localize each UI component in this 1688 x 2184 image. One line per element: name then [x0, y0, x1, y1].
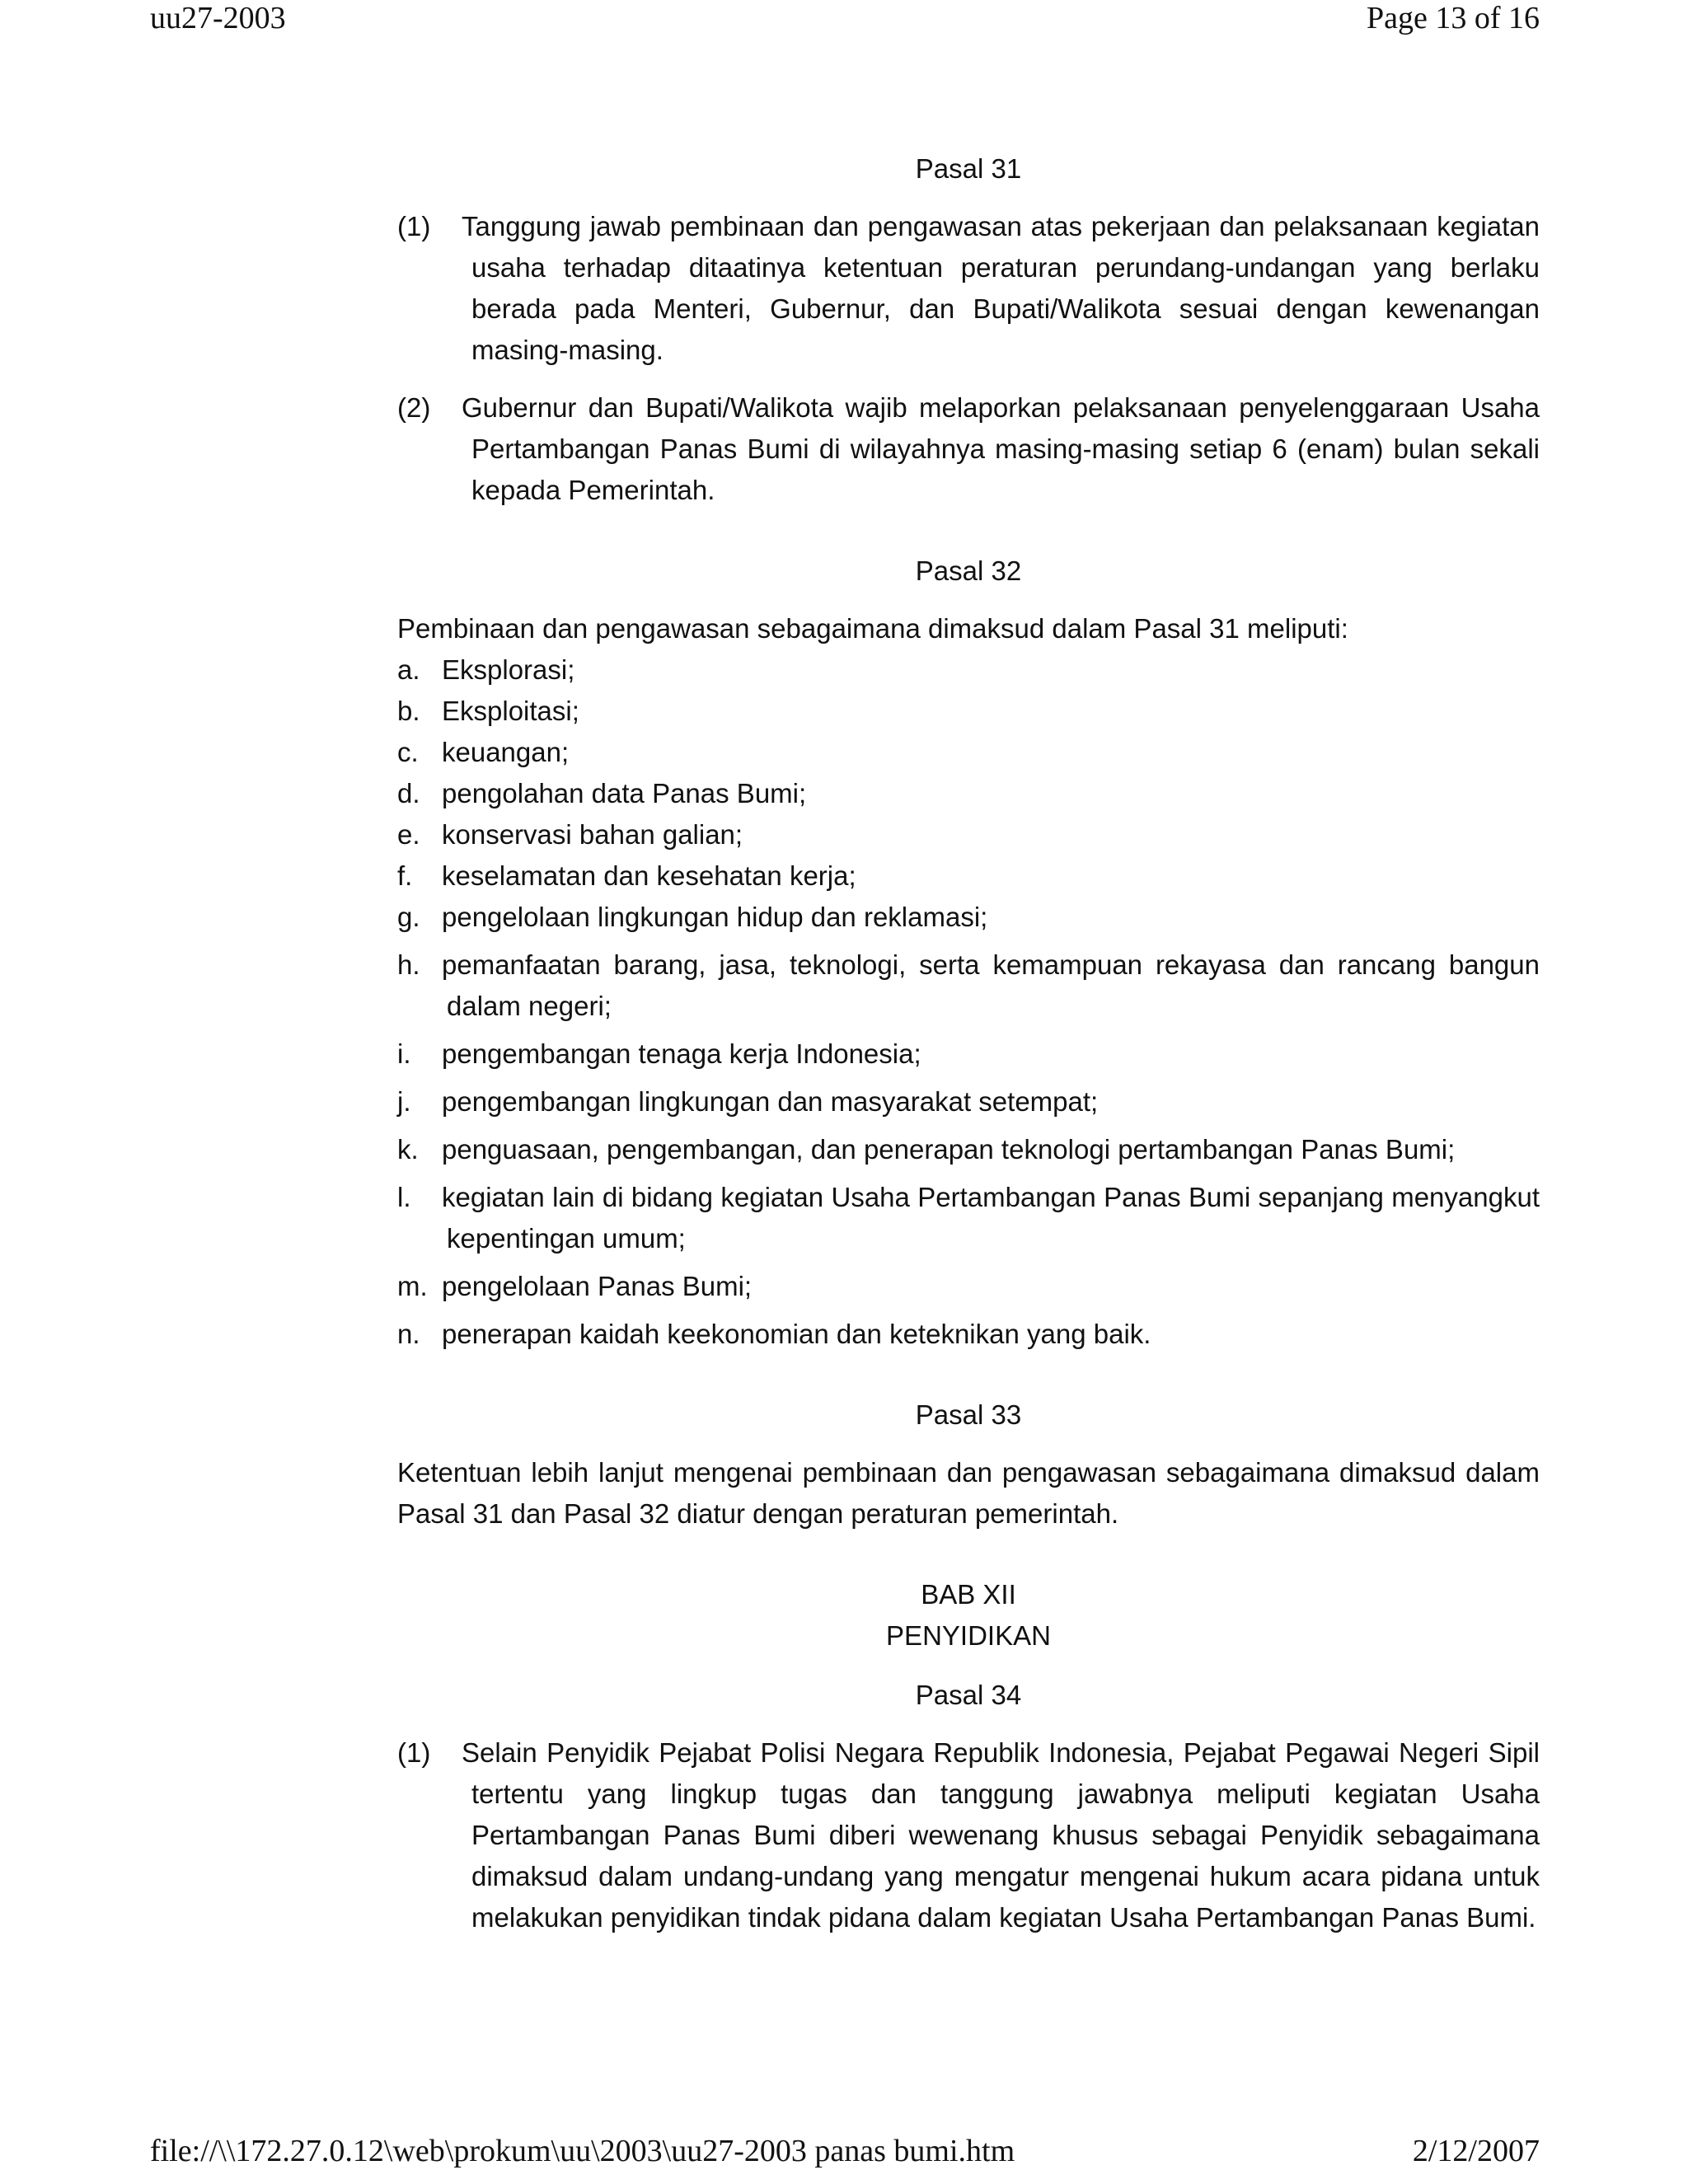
pasal-31-clause-2: [397, 387, 1540, 511]
print-date: 2/12/2007: [1412, 2134, 1540, 2168]
list-text: Eksplorasi;: [442, 654, 575, 685]
list-item: [397, 1129, 1540, 1170]
list-label: j.: [397, 1086, 411, 1117]
list-label: m.: [397, 1271, 428, 1301]
list-label: c.: [397, 737, 419, 767]
list-text: keselamatan dan kesehatan kerja;: [442, 860, 856, 891]
list-label: l.: [397, 1182, 411, 1212]
list-item: [397, 649, 1540, 691]
list-item: [397, 944, 1540, 1027]
list-label: k.: [397, 1134, 419, 1165]
list-text: pemanfaatan barang, jasa, teknologi, serta kemampuan rekayasa dan rancang bangun dalam negeri;: [442, 949, 1540, 1021]
clause-text: Tanggung jawab pembinaan dan pengawasan atas pekerjaan dan pelaksanaan kegiatan usaha terhadap ditaatinya ketentuan peraturan perundang-undangan yang berlaku berada pada Menteri, Gubernur, dan Bupati/Walikota sesuai dengan kewenangan masing-masing.: [462, 211, 1540, 365]
list-text: pengembangan lingkungan dan masyarakat setempat;: [442, 1086, 1099, 1117]
pasal-32-title: Pasal 32: [915, 555, 1022, 586]
list-item: [397, 1314, 1540, 1355]
list-label: f.: [397, 860, 413, 891]
clause-number: (2): [397, 392, 431, 423]
pasal-31-clause-1: [397, 206, 1540, 371]
list-label: h.: [397, 949, 420, 980]
print-footer: [0, 2133, 1688, 2182]
list-text: pengelolaan Panas Bumi;: [442, 1271, 753, 1301]
clause-number: (1): [397, 1737, 431, 1768]
document-body: [397, 148, 1540, 1938]
list-label: e.: [397, 819, 420, 850]
pasal-34-clause-1: [397, 1732, 1540, 1938]
list-item: [397, 1081, 1540, 1122]
list-item: [397, 855, 1540, 897]
list-label: n.: [397, 1319, 420, 1349]
list-text: pengolahan data Panas Bumi;: [442, 778, 807, 808]
document-id: uu27-2003: [150, 1, 286, 35]
list-label: g.: [397, 902, 420, 932]
list-text: penguasaan, pengembangan, dan penerapan teknologi pertambangan Panas Bumi;: [442, 1134, 1456, 1165]
list-item: [397, 1266, 1540, 1307]
list-item: [397, 814, 1540, 855]
list-text: keuangan;: [442, 737, 570, 767]
list-item: [397, 773, 1540, 814]
list-label: i.: [397, 1038, 411, 1069]
list-label: a.: [397, 654, 420, 685]
list-label: b.: [397, 696, 420, 726]
page-indicator: Page 13 of 16: [1366, 1, 1540, 35]
pasal-32-list: [397, 649, 1540, 1355]
list-item: [397, 732, 1540, 773]
list-item: [397, 1033, 1540, 1075]
list-text: konservasi bahan galian;: [442, 819, 743, 850]
clause-text: Gubernur dan Bupati/Walikota wajib melaporkan pelaksanaan penyelenggaraan Usaha Pertambangan Panas Bumi di wilayahnya masing-masing setiap 6 (enam) bulan sekali kepada Pemerintah.: [462, 392, 1540, 505]
pasal-31-title: Pasal 31: [915, 153, 1022, 184]
chapter-title: PENYIDIKAN: [886, 1620, 1051, 1651]
pasal-32-intro: Pembinaan dan pengawasan sebagaimana dimaksud dalam Pasal 31 meliputi:: [397, 613, 1348, 644]
list-label: d.: [397, 778, 420, 808]
print-header: [0, 0, 1688, 49]
clause-text: Selain Penyidik Pejabat Polisi Negara Republik Indonesia, Pejabat Pegawai Negeri Sipil tertentu yang lingkup tugas dan tanggung jawabnya meliputi kegiatan Usaha Pertambangan Panas Bumi diberi wewenang khusus sebagai Penyidik sebagaimana dimaksud dalam undang-undang yang mengatur mengenai hukum acara pidana untuk melakukan penyidikan tindak pidana dalam kegiatan Usaha Pertambangan Panas Bumi.: [462, 1737, 1540, 1933]
list-item: [397, 897, 1540, 938]
list-text: Eksploitasi;: [442, 696, 579, 726]
pasal-34-title: Pasal 34: [915, 1680, 1022, 1710]
file-path: file://\\172.27.0.12\web\prokum\uu\2003\uu27-2003 panas bumi.htm: [150, 2134, 1015, 2168]
clause-number: (1): [397, 211, 431, 241]
chapter-number: BAB XII: [921, 1579, 1016, 1610]
list-text: penerapan kaidah keekonomian dan keteknikan yang baik.: [442, 1319, 1151, 1349]
pasal-33-text: Ketentuan lebih lanjut mengenai pembinaan dan pengawasan sebagaimana dimaksud dalam Pasal 31 dan Pasal 32 diatur dengan peraturan pemerintah.: [397, 1457, 1540, 1529]
list-text: kegiatan lain di bidang kegiatan Usaha Pertambangan Panas Bumi sepanjang menyangkut kepentingan umum;: [442, 1182, 1540, 1254]
list-item: [397, 1177, 1540, 1259]
list-text: pengelolaan lingkungan hidup dan reklamasi;: [442, 902, 988, 932]
pasal-33-title: Pasal 33: [915, 1399, 1022, 1430]
list-text: pengembangan tenaga kerja Indonesia;: [442, 1038, 921, 1069]
list-item: [397, 691, 1540, 732]
